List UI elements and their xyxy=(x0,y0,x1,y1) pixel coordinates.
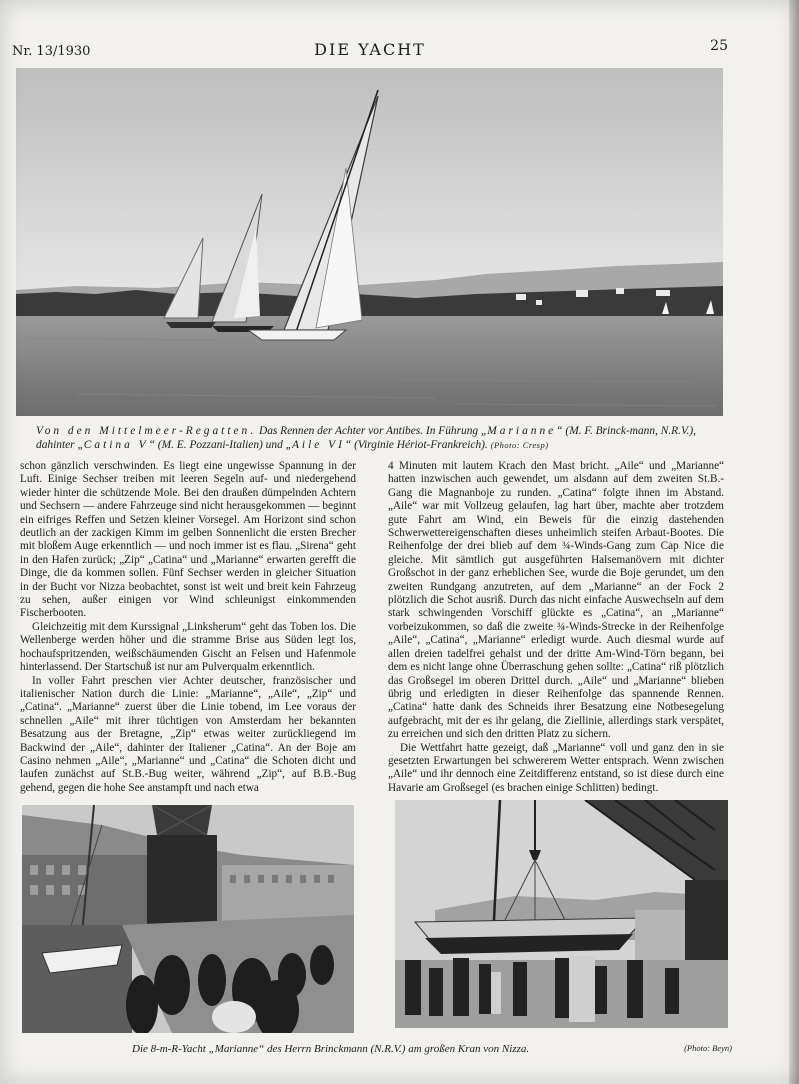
top-photo-caption: Von den Mittelmeer-Regatten. Das Rennen der Achter vor Antibes. In Führung „Marianne“ (M. F. Brinck-mann, N.R.V.), dahinter „Catina V“ (M. E. Pozzani-Italien) und „Aile VI“ (Virginie Hériot-Frankreich). (Photo: Cresp) xyxy=(36,425,696,451)
issue-number: Nr. 13/1930 xyxy=(12,44,91,59)
harbour-crane-photo-left xyxy=(22,805,354,1033)
article-column-right xyxy=(388,460,724,795)
boat-name: Aile VI xyxy=(291,439,345,451)
regatta-photo xyxy=(16,68,723,416)
page-binding-edge xyxy=(789,0,799,1084)
article-column-left xyxy=(20,460,356,795)
paragraph: Die Wettfahrt hatte gezeigt, daß „Marianne“ voll und ganz den in sie gesetzten Erwartungen bei schwererem Wetter entsprach. Wenn zwischen „Aile“ und ihr dennoch eine Zeitdifferenz entstand, so ist diese durch eine Havarie am Großsegel (es brachen einige Schlitten) bedingt. xyxy=(388,741,724,794)
photo-credit: (Photo: Cresp) xyxy=(490,440,549,450)
boat-name: Catina V xyxy=(83,439,149,451)
caption-text: Die 8-m-R-Yacht „Marianne“ des Herrn Brinckmann (N.R.V.) am großen Kran von Nizza. xyxy=(132,1043,530,1055)
caption-heading: Von den Mittelmeer-Regatten. xyxy=(36,425,257,437)
magazine-title: DIE YACHT xyxy=(314,40,426,59)
paragraph: In voller Fahrt preschen vier Achter deutscher, französischer und italienischer Nation durch die Linie: „Marianne“, „Aile“, „Zip“ und „Catina“. „Marianne“ zuerst über die Linie tobend, im Lee voraus der schnellen „Aile“ mit ihrer tüchtigen von Amsterdam her bekannten Besatzung aus der Bretagne, „Zip“ etwas weiter zurückliegend im Backwind der „Aile“, dahinter der Italiener „Catina“. An der Boje am Casino nehmen „Aile“, „Marianne“ und „Catina“ die Schoten dicht und laufen zunächst auf St.B.-Bug weiter, während „Zip“, auf B.B.-Bug gehend, gegen die hohe See anstampft und nach etwa xyxy=(20,674,356,794)
bottom-photo-caption xyxy=(132,1043,732,1055)
page-header xyxy=(12,36,728,66)
page-number: 25 xyxy=(710,38,728,54)
harbour-crane-photo-right xyxy=(395,800,728,1028)
paragraph: schon gänzlich verschwinden. Es liegt eine ungewisse Spannung in der Luft. Einige Sechser treiben mit leeren Segeln auf- und niedergehend wieder hinter die schützende Mole. Bei den draußen dümpelnden Achtern und Sechsern — andere Fahrzeuge sind nicht herausgekommen — beginnt ein eifriges Reffen und Setzen kleiner Vorsegel. Am Horizont sind schon deutlich an der zackigen Kimm im gelben Sonnenlicht die ersten Brecher mit bloßem Auge erkenntlich — und noch immer ist es flau. „Sirena“ geht in den Hafen zurück; „Zip“ „Catina“ und „Marianne“ erwarten gerefft die Dinge, die da kommen sollen. Fünf Sechser werden in gleicher Situation in der Bucht vor Nizza beobachtet, sonst ist weit und breit kein Fahrzeug zu sehen, außer einigen vor Wind schleunigst einkommenden Fischerbooten. xyxy=(20,460,356,620)
boat-name: Marianne xyxy=(487,425,557,437)
paragraph: Gleichzeitig mit dem Kurssignal „Linksherum“ geht das Toben los. Die Wellenberge werden höher und die stramme Brise aus Süden legt los, hochaufspritzenden, weißschäumenden Gischt an Felsen und Hafenmole hinterlassend. Der Startschuß ist nur am Pulverqualm erkenntlich. xyxy=(20,620,356,674)
paragraph: 4 Minuten mit lautem Krach den Mast bricht. „Aile“ und „Marianne“ hatten inzwischen auch gewendet, um alsdann auf dem zweiten St.B.-Gang die Magnanboje zu runden. „Catina“ folgte ihnen im Abstand. „Aile“ war mit Vollzeug gelaufen, lag hart über, machte aber trotzdem gute Fahrt am Wind, ein Beweis für die einzig dastehenden Schwerwettereigenschaften dieses unheimlich steifen Arbaut-Bootes. Die Reihenfolge der drei blieb auf dem ¾-Winds-Gang zum Cap Nice die gleiche. Mit sämtlich gut ausgeführten Halsemanövern mit dichter Großschot in der ganz erheblichen See, wurde die Boje gerundet, um den zweiten Rundgang anzutreten, auf dem „Marianne“ an der Fock 2 plötzlich die Schot ausriß. Durch das nicht einfache Auswechseln auf dem stark schwingenden Vorschiff glückte es „Catina“, an „Marianne“ vorbeizukommen, so daß die zweite ¾-Winds-Strecke in der Reihenfolge „Aile“, „Catina“, „Marianne“ erledigt wurde. Auch diesmal wurde auf allen dreien tadelfrei gehalst und der dritte Am-Wind-Törn begann, bei dem es nicht lange ohne Überraschung gehen sollte: „Catina“ riß plötzlich das Großsegel im oberen Drittel durch. „Aile“ und „Marianne“ blieben übrig und erledigten in dieser Reihenfolge das spannende Rennen. „Catina“ hatte dank des Schneids ihrer Besatzung eine Notbesegelung aufgebracht, mit der es ihr gelang, die Ziellinie, allerdings stark verspätet, zu erreichen und sich den dritten Platz zu sichern. xyxy=(388,460,724,741)
photo-credit: (Photo: Beyn) xyxy=(684,1043,732,1053)
